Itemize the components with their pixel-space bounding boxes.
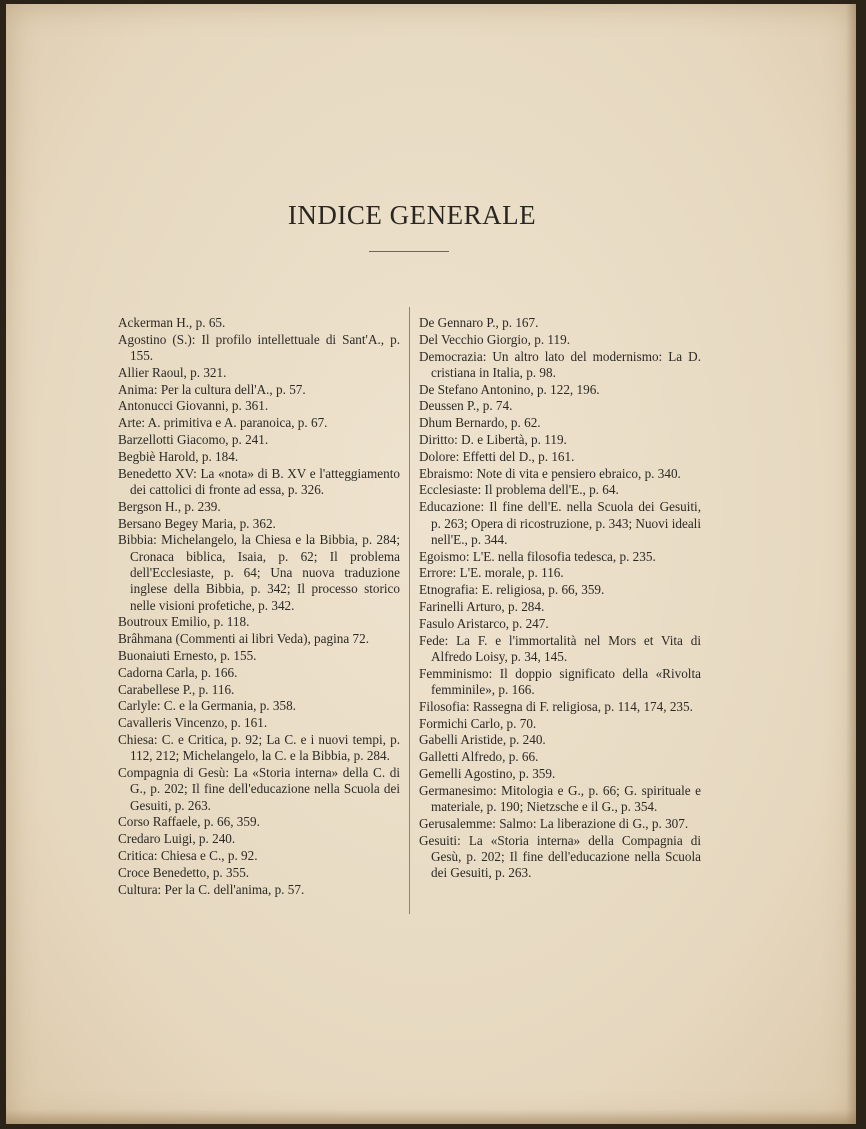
index-entry: Cavalleris Vincenzo, p. 161. <box>118 715 268 731</box>
index-entry: Fasulo Aristarco, p. 247. <box>419 615 549 631</box>
index-entry: Cultura: Per la C. dell'anima, p. 57. <box>118 881 305 897</box>
index-entry: Errore: L'E. morale, p. 116. <box>419 565 564 581</box>
index-entry: Credaro Luigi, p. 240. <box>118 831 236 847</box>
index-entry: Brâhmana (Commenti ai libri Veda), pagina 72. <box>118 631 369 647</box>
index-entry: Croce Benedetto, p. 355. <box>118 864 250 880</box>
index-entry: Dolore: Effetti del D., p. 161. <box>419 448 575 464</box>
index-entry: Educazione: Il fine dell'E. nella Scuola dei Gesuiti, p. 263; Opera di ricostruzione, p. 343; Nuovi ideali nell'E., p. 344. <box>419 499 701 547</box>
index-entry: Carlyle: C. e la Germania, p. 358. <box>118 698 296 714</box>
index-entry: Ackerman H., p. 65. <box>118 315 226 330</box>
column-divider <box>409 307 410 914</box>
index-entry: Bibbia: Michelangelo, la Chiesa e la Bibbia, p. 284; Cronaca biblica, Isaia, p. 62; Il problema dell'Ecclesiaste, p. 64; Una nuova traduzione inglese della Bibbia, p. 342; Il processo storico nelle visioni profetiche, p. 342. <box>118 532 400 613</box>
index-column-right <box>419 315 701 882</box>
index-entry: Barzellotti Giacomo, p. 241. <box>118 432 269 448</box>
index-entry: De Stefano Antonino, p. 122, 196. <box>419 381 600 397</box>
index-entry: De Gennaro P., p. 167. <box>419 315 539 330</box>
index-entry: Chiesa: C. e Critica, p. 92; La C. e i nuovi tempi, p. 112, 212; Michelangelo, la C. e la Bibbia, p. 284. <box>118 731 400 764</box>
index-entry: Deussen P., p. 74. <box>419 398 513 414</box>
index-column-left <box>118 315 400 898</box>
index-entry: Carabellese P., p. 116. <box>118 681 235 697</box>
index-entry: Gabelli Aristide, p. 240. <box>419 732 546 748</box>
index-entry: Gerusalemme: Salmo: La liberazione di G., p. 307. <box>419 815 689 831</box>
index-entry: Gesuiti: La «Storia interna» della Compagnia di Gesù, p. 202; Il fine dell'educazione nella Scuola dei Gesuiti, p. 263. <box>419 832 701 881</box>
index-entry: Begbiè Harold, p. 184. <box>118 448 239 464</box>
index-entry: Egoismo: L'E. nella filosofia tedesca, p. 235. <box>419 548 656 564</box>
index-entry: Bergson H., p. 239. <box>118 498 221 514</box>
index-entry: Benedetto XV: La «nota» di B. XV e l'atteggiamento dei cattolici di fronte ad essa, p. 326. <box>118 465 400 497</box>
page-title: INDICE GENERALE <box>287 200 537 230</box>
index-entry: Democrazia: Un altro lato del modernismo: La D. cristiana in Italia, p. 98. <box>419 348 701 380</box>
title-rule <box>369 251 449 252</box>
index-entry: Formichi Carlo, p. 70. <box>419 715 537 731</box>
index-entry: Fede: La F. e l'immortalità nel Mors et Vita di Alfredo Loisy, p. 34, 145. <box>419 632 701 664</box>
index-entry: Corso Raffaele, p. 66, 359. <box>118 814 260 830</box>
index-entry: Germanesimo: Mitologia e G., p. 66; G. spirituale e materiale, p. 190; Nietzsche e il G., p. 354. <box>419 782 701 815</box>
index-entry: Bersano Begey Maria, p. 362. <box>118 515 276 531</box>
index-entry: Galletti Alfredo, p. 66. <box>419 749 539 765</box>
index-entry: Femminismo: Il doppio significato della «Rivolta femminile», p. 166. <box>419 665 701 698</box>
index-entry: Ebraismo: Note di vita e pensiero ebraico, p. 340. <box>419 465 681 481</box>
index-entry: Arte: A. primitiva e A. paranoica, p. 67. <box>118 415 328 431</box>
index-entry: Farinelli Arturo, p. 284. <box>419 599 545 615</box>
index-entry: Allier Raoul, p. 321. <box>118 364 227 380</box>
index-entry: Etnografia: E. religiosa, p. 66, 359. <box>419 582 605 598</box>
index-entry: Anima: Per la cultura dell'A., p. 57. <box>118 381 306 397</box>
index-entry: Filosofia: Rassegna di F. religiosa, p. 114, 174, 235. <box>419 698 693 714</box>
page-edge-shadow <box>846 4 856 1124</box>
index-entry: Boutroux Emilio, p. 118. <box>118 614 250 630</box>
index-entry: Gemelli Agostino, p. 359. <box>419 766 556 782</box>
index-entry: Antonucci Giovanni, p. 361. <box>118 398 269 414</box>
index-entry: Compagnia di Gesù: La «Storia interna» della C. di G., p. 202; Il fine dell'educazione nella Scuola dei Gesuiti, p. 263. <box>118 765 400 813</box>
index-entry: Diritto: D. e Libertà, p. 119. <box>419 432 567 448</box>
index-page <box>6 4 856 1124</box>
index-entry: Buonaiuti Ernesto, p. 155. <box>118 647 257 663</box>
index-entry: Dhum Bernardo, p. 62. <box>419 415 541 431</box>
index-entry: Ecclesiaste: Il problema dell'E., p. 64. <box>419 482 619 498</box>
page-bottom-shadow <box>6 1110 856 1124</box>
index-entry: Critica: Chiesa e C., p. 92. <box>118 848 258 863</box>
index-entry: Agostino (S.): Il profilo intellettuale di Sant'A., p. 155. <box>118 331 400 364</box>
index-entry: Cadorna Carla, p. 166. <box>118 664 238 680</box>
index-entry: Del Vecchio Giorgio, p. 119. <box>419 331 571 347</box>
